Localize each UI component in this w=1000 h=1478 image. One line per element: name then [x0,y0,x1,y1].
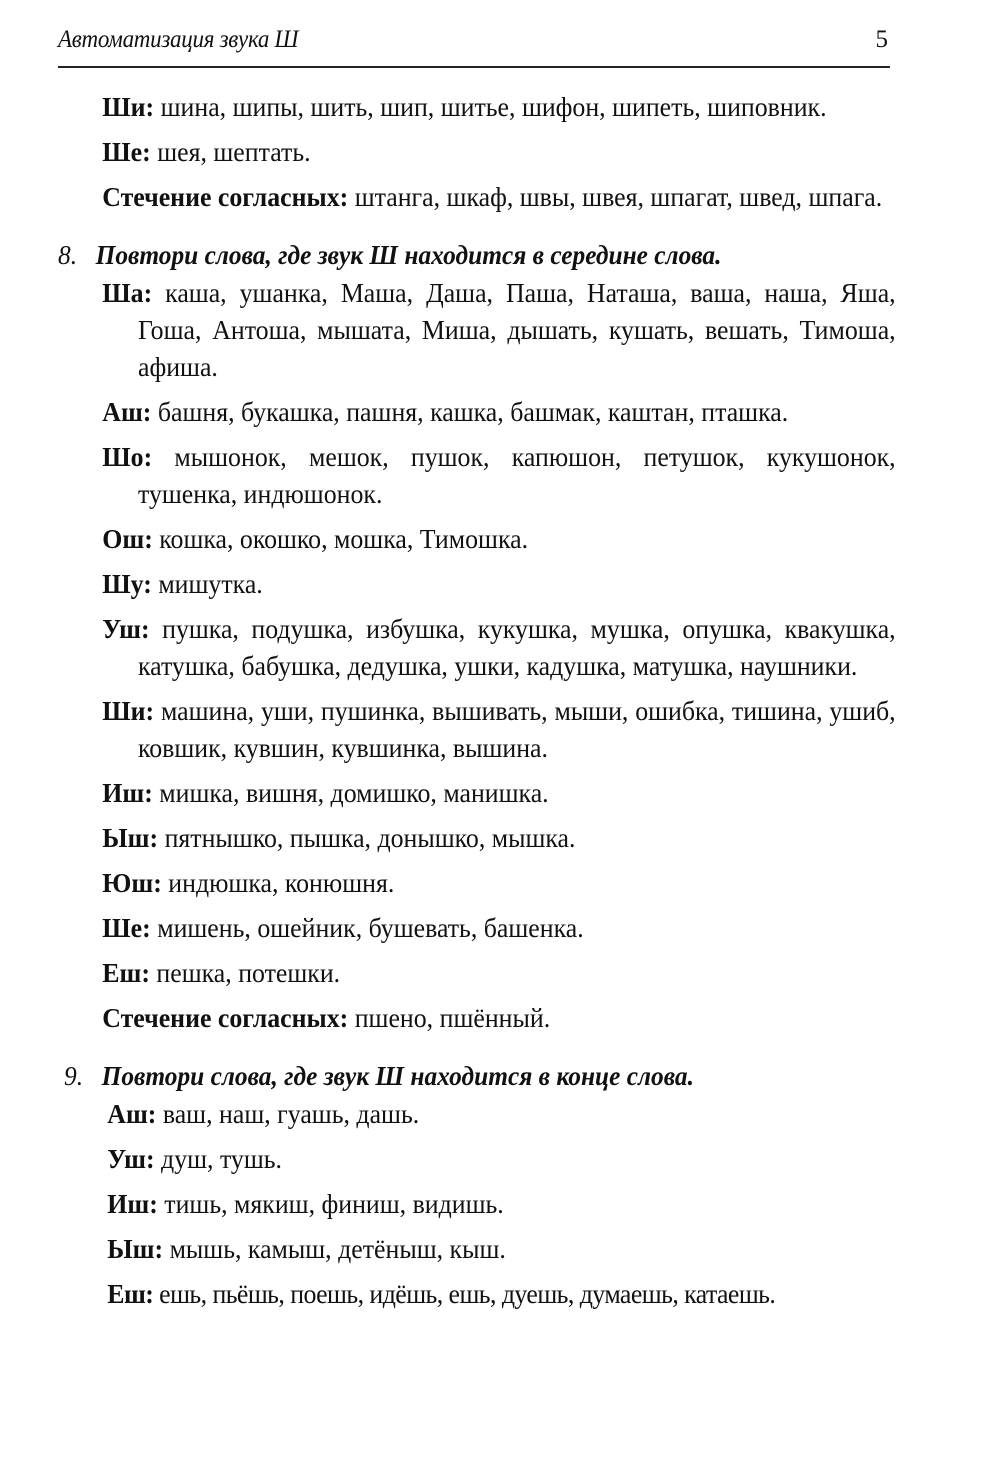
intro-block [0,88,1000,215]
word-list-item [102,610,896,684]
word-list: башня, букашка, пашня, кашка, башмак, каштан, пташка. [151,396,789,427]
syllable-label: Ше: [102,136,151,167]
word-list-item [107,1095,901,1132]
task-title: Повтори слова, где звук Ш находится в конце слова. [101,1061,694,1091]
word-list: пшено, пшённый. [348,1002,551,1033]
syllable-label: Ыш: [107,1233,164,1264]
running-title: Автоматизация звука Ш [58,26,299,53]
word-list: ваш, наш, гуашь, дашь. [156,1098,420,1129]
word-list-item [102,565,896,602]
word-list-item [102,864,896,901]
word-list: штанга, шкаф, швы, швея, шпагат, швед, шпага. [348,181,883,212]
word-list-item [102,274,896,385]
syllable-label: Аш: [102,396,152,427]
task-number: 9. [64,1061,84,1091]
task-title: Повтори слова, где звук Ш находится в середине слова. [95,240,722,270]
syllable-label: Уш: [102,613,150,644]
syllable-label: Иш: [107,1188,158,1219]
syllable-label: Ыш: [102,822,159,853]
word-list: мышь, камыш, детёныш, кыш. [163,1233,506,1264]
word-list-item [102,520,896,557]
word-list: ешь, пьёшь, поешь, идёшь, ешь, дуешь, думаешь, катаешь. [153,1278,776,1309]
syllable-label: Ша: [102,277,153,308]
word-list: пятнышко, пышка, донышко, мышка. [158,822,576,853]
word-list-item [107,1230,901,1267]
syllable-label: Стечение согласных: [102,181,349,212]
word-list-item [102,909,896,946]
word-list: шина, шипы, шить, шип, шитье, шифон, шипеть, шиповник. [154,91,827,122]
syllable-label: Шо: [102,441,153,472]
word-list-item [102,393,896,430]
syllable-label: Ши: [102,695,155,726]
syllable-label: Ши: [102,91,155,122]
page-header [58,24,890,68]
word-list: тишь, мякиш, финиш, видишь. [157,1188,504,1219]
word-list: индюшка, конюшня. [161,867,395,898]
task-heading [58,237,943,274]
task-9 [0,1058,1000,1312]
word-list: мышонок, мешок, пушок, капюшон, петушок, кукушонок, тушенка, индюшонок. [138,441,896,509]
syllable-label: Иш: [102,777,153,808]
syllable-label: Еш: [102,957,150,988]
word-list: душ, тушь. [154,1143,282,1174]
task-heading [64,1058,944,1095]
syllable-label: Юш: [102,867,162,898]
word-list-item [107,1140,901,1177]
word-list-item [102,178,896,215]
word-list-item [107,1185,901,1222]
syllable-label: Уш: [107,1143,155,1174]
word-list-item [102,774,896,811]
word-list: пешка, потешки. [149,957,341,988]
syllable-label: Шу: [102,568,152,599]
word-list-item [102,133,896,170]
word-list: мишень, ошейник, бушевать, башенка. [150,912,584,943]
word-list-item [107,1275,923,1312]
syllable-label: Ше: [102,912,151,943]
page-number: 5 [875,26,888,53]
task-8 [0,237,1000,1036]
syllable-label: Ош: [102,523,153,554]
word-list: мишутка. [151,568,263,599]
word-list-item [102,692,896,766]
word-list: кошка, окошко, мошка, Тимошка. [152,523,529,554]
task-number: 8. [58,240,78,270]
word-list-item [102,819,896,856]
word-list: машина, уши, пушинка, вышивать, мыши, ошибка, тишина, ушиб, ковшик, кувшин, кувшинка, вышина. [138,695,896,763]
page-content [0,88,1000,1312]
word-list-item [102,438,896,512]
syllable-label: Стечение согласных: [102,1002,349,1033]
syllable-label: Аш: [107,1098,157,1129]
word-list-item [102,954,896,991]
word-list: шея, шептать. [150,136,311,167]
syllable-label: Еш: [107,1278,154,1309]
word-list-item [102,999,896,1036]
word-list: пушка, подушка, избушка, кукушка, мушка, опушка, квакушка, катушка, бабушка, дедушка, ушки, кадушка, матушка, наушники. [138,613,896,681]
word-list: каша, ушанка, Маша, Даша, Паша, Наташа, ваша, наша, Яша, Гоша, Антоша, мышата, Миша, дышать, кушать, вешать, Тимоша, афиша. [138,277,896,382]
word-list-item [102,88,896,125]
word-list: мишка, вишня, домишко, манишка. [152,777,549,808]
